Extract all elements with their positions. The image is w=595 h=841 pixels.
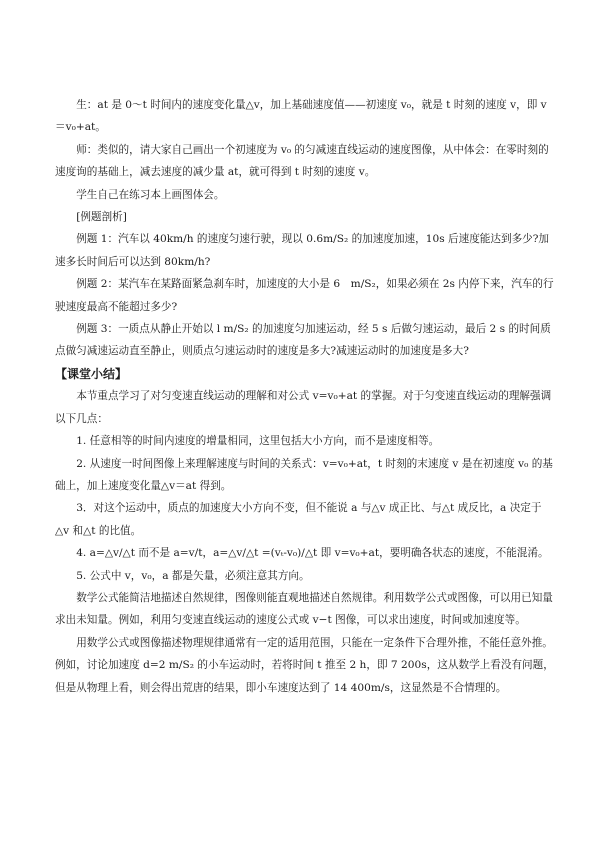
- paragraph-student-answer: 生：at 是 0～t 时间内的速度变化量△v，加上基础速度值——初速度 v₀，就是 t 时刻的速度 v，即 v＝v₀+at。: [55, 99, 547, 134]
- example-2: 例题 2：某汽车在某路面紧急刹车时，加速度的大小是 6 m/S₂，如果必须在 2s 内停下来，汽车的行驶速度最高不能超过多少?: [55, 278, 554, 313]
- document-body: [55, 94, 555, 699]
- example-section-label: [例题剖析]: [76, 211, 127, 224]
- summary-point-2: 2. 从速度一时间图像上来理解速度与时间的关系式：v=v₀+at，t 时刻的末速度 v 是在初速度 v₀ 的基础上，加上速度变化量△v＝at 得到。: [55, 457, 553, 492]
- summary-heading: 【课堂小结】: [55, 366, 128, 381]
- summary-point-1: 1. 任意相等的时间内速度的增量相同，这里包括大小方向，而不是速度相等。: [76, 435, 440, 448]
- summary-intro: 本节重点学习了对匀变速直线运动的理解和对公式 v=v₀+at 的掌握。对于匀变速直线运动的理解强调以下几点：: [55, 390, 552, 425]
- summary-point-4: 4. a=△v/△t 而不是 a=v/t，a=△v/△t =(vₜ-v₀)/△t 即 v=v₀+at，要明确各状态的速度，不能混淆。: [76, 547, 549, 560]
- summary-paragraph-math: 数学公式能简洁地描述自然规律，图像则能直观地描述自然规律。利用数学公式或图像，可以用已知量求出未知量。例如，利用匀变速直线运动的速度公式或 v−t 图像，可以求出速度，时间或加速度等。: [55, 591, 553, 627]
- summary-point-5: 5. 公式中 v，v₀，a 都是矢量，必须注意其方向。: [76, 569, 310, 582]
- summary-point-3: 3．对这个运动中，质点的加速度大小方向不变，但不能说 a 与△v 成正比、与△t 成反比，a 决定于△v 和△t 的比值。: [55, 502, 542, 537]
- paragraph-student-practice: 学生自己在练习本上画图体会。: [76, 188, 225, 201]
- paragraph-teacher-prompt: 师：类似的，请大家自己画出一个初速度为 v₀ 的匀减速直线运动的速度图像，从中体会：在零时刻的速度询的基础上，减去速度的减少量 at，就可得到 t 时刻的速度 v。: [55, 143, 549, 179]
- example-3: 例题 3：一质点从静止开始以 l m/S₂ 的加速度匀加速运动，经 5 s 后做匀速运动，最后 2 s 的时间质点做匀减速运动直至静止，则质点匀速运动时的速度是多大?减速运动时的加速度是多大?: [55, 323, 551, 358]
- example-1: 例题 1：汽车以 40km/h 的速度匀速行驶，现以 0.6m/S₂ 的加速度加速，10s 后速度能达到多少?加速多长时间后可以达到 80km/h?: [55, 233, 550, 268]
- summary-paragraph-extrapolation: 用数学公式或图像描述物理规律通常有一定的适用范围，只能在一定条件下合理外推，不能任意外推。例如，讨论加速度 d=2 m/S₂ 的小车运动时，若将时间 t 推至 2 h，即 7 200s，这从数学上看没有问题，但是从物理上看，则会得出荒唐的结果，即小车速度达到了 14 400m/s，这显然是不合情理的。: [55, 636, 554, 694]
